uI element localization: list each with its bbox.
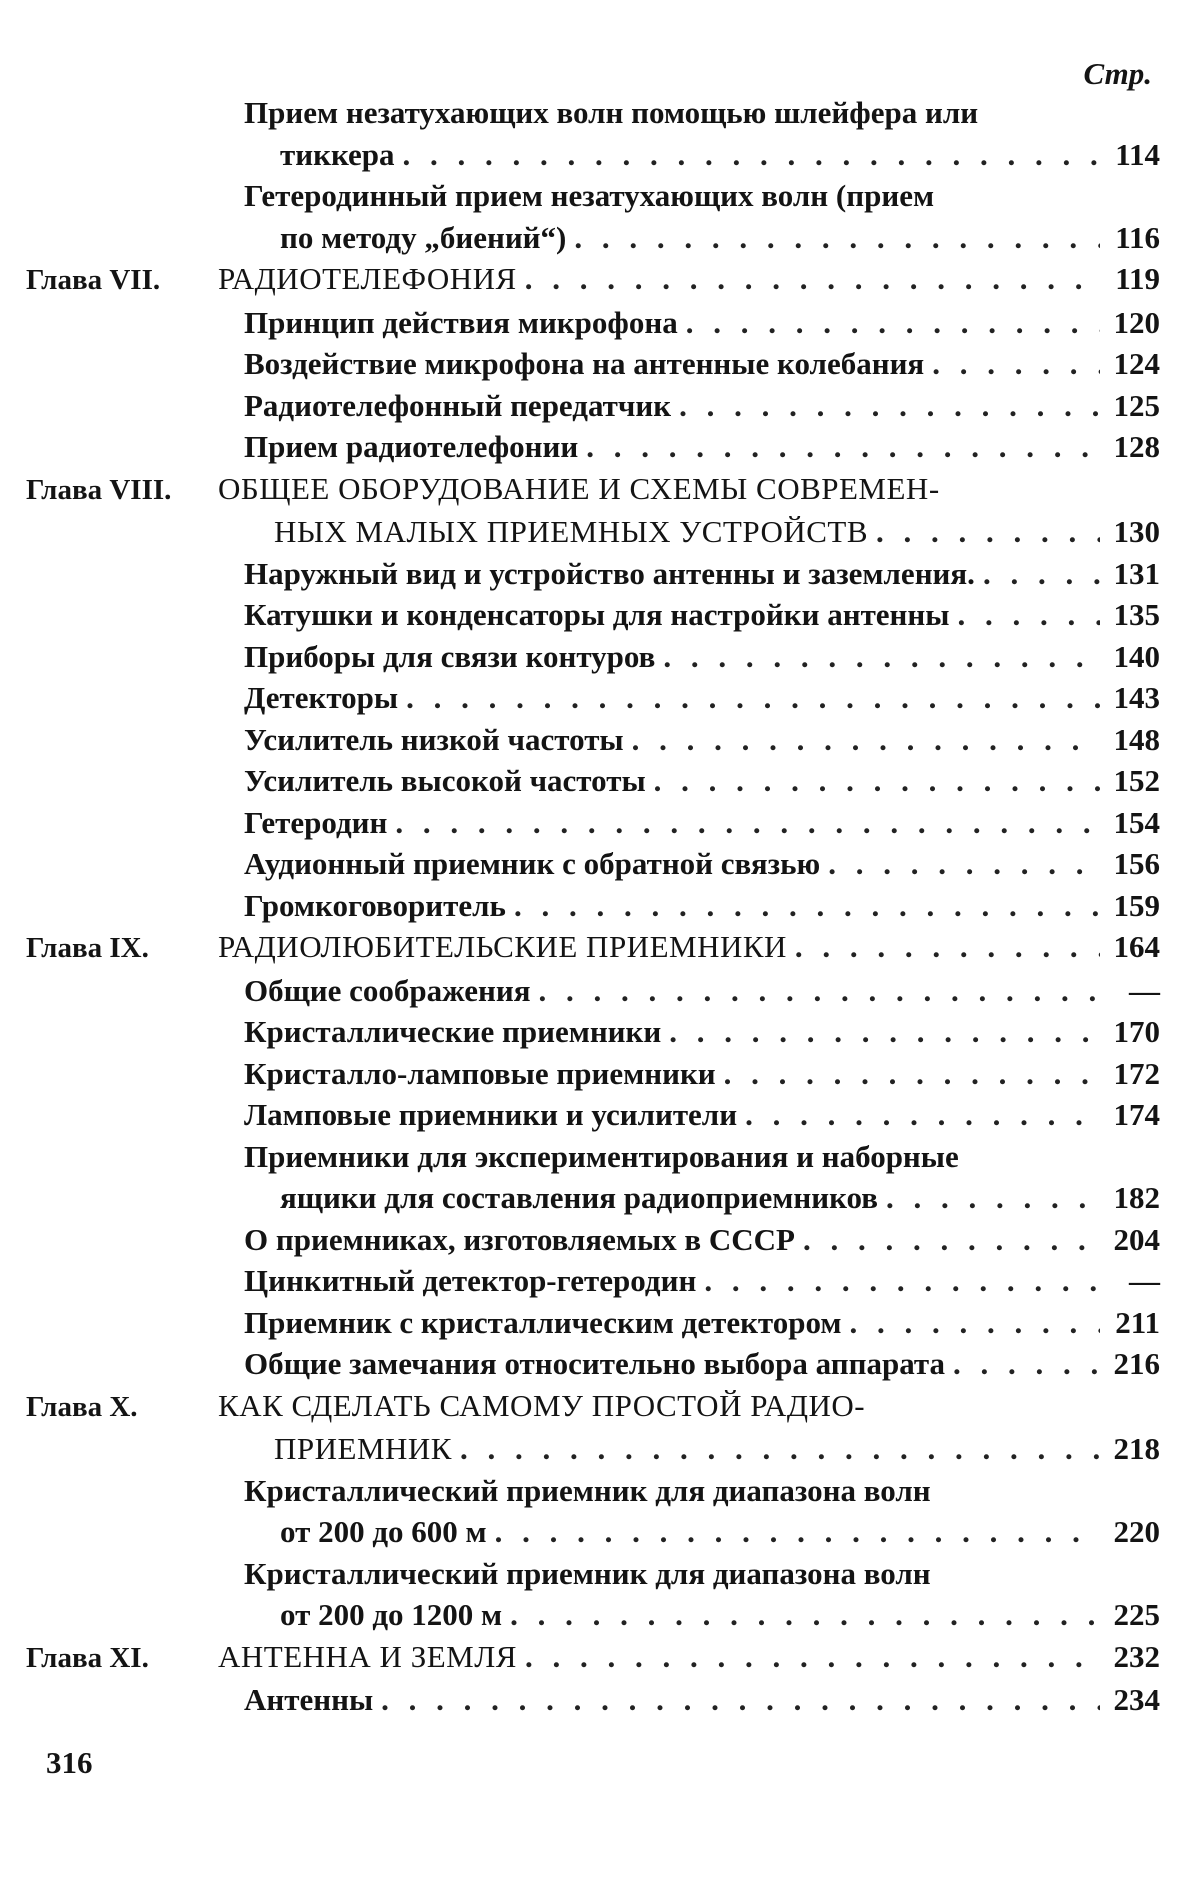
toc-line: [244, 1679, 1160, 1721]
section-title: Общие замечания относительно выбора аппарата: [244, 1346, 946, 1381]
toc-line: [244, 1011, 1160, 1053]
page-ref: 174: [1113, 1097, 1160, 1132]
page-ref: 216: [1113, 1346, 1160, 1381]
dot-leader: [381, 1679, 1100, 1721]
toc-section: [26, 1011, 1160, 1053]
page-ref: 156: [1113, 846, 1160, 881]
dot-leader: [632, 719, 1100, 761]
page-ref: 172: [1113, 1055, 1160, 1091]
toc-line: [244, 1343, 1160, 1385]
section-title: Катушки и конденсаторы для настройки антенны: [244, 597, 950, 632]
section-title: Приемники для экспериментирования и наборные: [244, 1138, 959, 1174]
toc-section: [26, 302, 1160, 344]
page-ref: 232: [1113, 1638, 1160, 1674]
section-title: Кристалло-ламповые приемники: [244, 1055, 716, 1091]
section-title: Усилитель высокой частоты: [244, 763, 646, 798]
toc-section: [26, 175, 1160, 258]
toc-line: [244, 760, 1160, 802]
toc-line: [244, 970, 1160, 1012]
toc-line: [244, 1219, 1160, 1261]
dot-leader: [704, 1260, 1100, 1302]
toc-line: [244, 677, 1160, 719]
dot-leader: [538, 970, 1100, 1012]
page-ref: 128: [1113, 429, 1160, 464]
page-ref: 154: [1113, 804, 1160, 840]
toc-section: [26, 636, 1160, 678]
dot-leader: [460, 1428, 1100, 1470]
dot-leader: [745, 1094, 1100, 1136]
toc-section: [26, 1343, 1160, 1385]
section-title: Гетеродин: [244, 804, 388, 840]
toc-section: [26, 802, 1160, 844]
toc-line: [26, 926, 1160, 970]
dot-leader: [525, 258, 1100, 300]
toc-chapter: [26, 926, 1160, 970]
toc-line: [26, 1636, 1160, 1680]
section-title: О приемниках, изготовляемых в СССР: [244, 1221, 795, 1257]
toc-line: [244, 636, 1160, 678]
toc-section: [26, 1219, 1160, 1261]
toc-line: [244, 1302, 1160, 1344]
dot-leader: [679, 385, 1100, 427]
toc-section: [26, 885, 1160, 927]
dot-leader: [495, 1511, 1100, 1553]
toc-line: [244, 1053, 1160, 1095]
page-ref: 152: [1113, 763, 1160, 798]
page-ref: 220: [1113, 1514, 1160, 1549]
toc-line: [26, 511, 1160, 553]
toc-line: [244, 802, 1160, 844]
page-number: 316: [46, 1745, 93, 1780]
page-ref: 225: [1113, 1597, 1160, 1632]
page-ref: 204: [1113, 1221, 1160, 1257]
table-of-contents: [26, 92, 1160, 1721]
section-title: от 200 до 1200 м: [280, 1597, 503, 1632]
chapter-title: НЫХ МАЛЫХ ПРИЕМНЫХ УСТРОЙСТВ: [274, 514, 869, 549]
chapter-label: Глава VIII.: [26, 473, 172, 506]
toc-line: [26, 1428, 1160, 1470]
toc-line: [26, 1385, 1160, 1429]
page-ref: 159: [1113, 887, 1160, 923]
section-title: Приборы для связи контуров: [244, 638, 656, 674]
dot-leader: [403, 134, 1100, 176]
section-title: от 200 до 600 м: [280, 1514, 487, 1549]
toc-section: [26, 594, 1160, 636]
toc-section: [26, 1136, 1160, 1219]
toc-line: [244, 92, 1160, 134]
toc-line: [244, 426, 1160, 468]
section-title: Прием незатухающих волн помощью шлейфера или: [244, 95, 979, 130]
toc-section: [26, 385, 1160, 427]
dot-leader: [586, 426, 1100, 468]
toc-section: [26, 1553, 1160, 1636]
dot-leader: [886, 1177, 1100, 1219]
toc-line: [244, 1594, 1160, 1636]
toc-section: [26, 1094, 1160, 1136]
dot-leader: [795, 926, 1100, 968]
dot-leader: [932, 343, 1100, 385]
dot-leader: [525, 1636, 1100, 1678]
toc-line: [244, 1470, 1160, 1512]
page-ref: 124: [1113, 346, 1160, 381]
page-ref: —: [1129, 1263, 1160, 1298]
dot-leader: [669, 1011, 1100, 1053]
toc-section: [26, 92, 1160, 175]
page-ref: 148: [1113, 721, 1160, 757]
page-ref: 140: [1113, 638, 1160, 674]
toc-line: [244, 553, 1160, 595]
page-ref: 125: [1113, 387, 1160, 423]
toc-section: [26, 553, 1160, 595]
toc-section: [26, 1053, 1160, 1095]
dot-leader: [574, 217, 1100, 259]
toc-line: [244, 1177, 1160, 1219]
dot-leader: [803, 1219, 1100, 1261]
chapter-label: Глава XI.: [26, 1641, 149, 1674]
section-title: ящики для составления радиоприемников: [280, 1180, 878, 1215]
page-ref: 218: [1113, 1431, 1160, 1466]
toc-line: [244, 594, 1160, 636]
page-column-label: Стр.: [1083, 56, 1152, 91]
toc-line: [244, 134, 1160, 176]
page-ref: 114: [1115, 136, 1160, 172]
toc-line: [244, 1260, 1160, 1302]
section-title: Наружный вид и устройство антенны и заземления.: [244, 555, 975, 591]
chapter-title: АНТЕННА И ЗЕМЛЯ: [218, 1638, 517, 1674]
chapter-label: Глава X.: [26, 1390, 138, 1423]
toc-chapter: [26, 1385, 1160, 1470]
chapter-title: КАК СДЕЛАТЬ САМОМУ ПРОСТОЙ РАДИО-: [218, 1387, 866, 1423]
toc-line: [26, 258, 1160, 302]
page-ref: 135: [1113, 597, 1160, 632]
dot-leader: [957, 594, 1100, 636]
section-title: Антенны: [244, 1682, 374, 1717]
section-title: Прием радиотелефонии: [244, 429, 579, 464]
page-ref: 119: [1115, 261, 1160, 296]
toc-line: [244, 1094, 1160, 1136]
section-title: Воздействие микрофона на антенные колебания: [244, 346, 925, 381]
toc-section: [26, 1302, 1160, 1344]
chapter-label: Глава IX.: [26, 932, 149, 964]
section-title: Общие соображения: [244, 972, 531, 1008]
section-title: Кристаллический приемник для диапазона волн: [244, 1472, 931, 1508]
toc-section: [26, 343, 1160, 385]
chapter-title: РАДИОТЕЛЕФОНИЯ: [218, 261, 517, 296]
page-ref: 131: [1113, 555, 1160, 591]
toc-line: [244, 885, 1160, 927]
chapter-title: ОБЩЕЕ ОБОРУДОВАНИЕ И СХЕМЫ СОВРЕМЕН-: [218, 470, 940, 506]
page-ref: 182: [1113, 1180, 1160, 1215]
chapter-title: ПРИЕМНИК: [274, 1431, 452, 1466]
section-title: Ламповые приемники и усилители: [244, 1097, 738, 1132]
dot-leader: [724, 1053, 1100, 1095]
section-title: Детекторы: [244, 680, 399, 715]
toc-section: [26, 843, 1160, 885]
toc-line: [244, 175, 1160, 217]
toc-section: [26, 1260, 1160, 1302]
page-ref: 234: [1113, 1682, 1160, 1717]
toc-section: [26, 1679, 1160, 1721]
section-title: Приемник с кристаллическим детектором: [244, 1304, 842, 1340]
section-title: Кристаллические приемники: [244, 1014, 662, 1049]
dot-leader: [686, 302, 1100, 344]
section-title: по методу „биений“): [280, 219, 567, 255]
dot-leader: [654, 760, 1100, 802]
toc-line: [244, 1136, 1160, 1178]
toc-line: [244, 843, 1160, 885]
toc-line: [244, 719, 1160, 761]
page-ref: 170: [1113, 1014, 1160, 1049]
chapter-label: Глава VII.: [26, 264, 161, 296]
section-title: Гетеродинный прием незатухающих волн (прием: [244, 178, 935, 213]
toc-section: [26, 719, 1160, 761]
section-title: Принцип действия микрофона: [244, 304, 678, 340]
section-title: Аудионный приемник с обратной связью: [244, 846, 821, 881]
page-ref: 130: [1113, 514, 1160, 549]
dot-leader: [406, 677, 1100, 719]
toc-line: [244, 302, 1160, 344]
page-ref: 211: [1115, 1304, 1160, 1340]
dot-leader: [828, 843, 1100, 885]
page-ref: 120: [1113, 304, 1160, 340]
toc-section: [26, 970, 1160, 1012]
chapter-title: РАДИОЛЮБИТЕЛЬСКИЕ ПРИЕМНИКИ: [218, 929, 787, 964]
dot-leader: [663, 636, 1100, 678]
section-title: Усилитель низкой частоты: [244, 721, 624, 757]
page-ref: 143: [1113, 680, 1160, 715]
page-ref: 116: [1115, 219, 1160, 255]
toc-chapter: [26, 1636, 1160, 1680]
dot-leader: [850, 1302, 1100, 1344]
dot-leader: [953, 1343, 1100, 1385]
dot-leader: [514, 885, 1100, 927]
section-title: Радиотелефонный передатчик: [244, 387, 672, 423]
dot-leader: [983, 553, 1100, 595]
toc-chapter: [26, 468, 1160, 553]
toc-section: [26, 677, 1160, 719]
section-title: Громкоговоритель: [244, 887, 506, 923]
toc-line: [244, 217, 1160, 259]
section-title: Кристаллический приемник для диапазона волн: [244, 1555, 931, 1591]
section-title: тиккера: [280, 136, 395, 172]
page-ref: —: [1129, 972, 1160, 1008]
toc-line: [26, 468, 1160, 512]
toc-line: [244, 1553, 1160, 1595]
toc-section: [26, 1470, 1160, 1553]
toc-section: [26, 426, 1160, 468]
toc-line: [244, 1511, 1160, 1553]
section-title: Цинкитный детектор-гетеродин: [244, 1263, 697, 1298]
dot-leader: [510, 1594, 1100, 1636]
dot-leader: [395, 802, 1100, 844]
toc-chapter: [26, 258, 1160, 302]
dot-leader: [876, 511, 1100, 553]
toc-line: [244, 385, 1160, 427]
toc-section: [26, 760, 1160, 802]
page-ref: 164: [1113, 929, 1160, 964]
toc-line: [244, 343, 1160, 385]
